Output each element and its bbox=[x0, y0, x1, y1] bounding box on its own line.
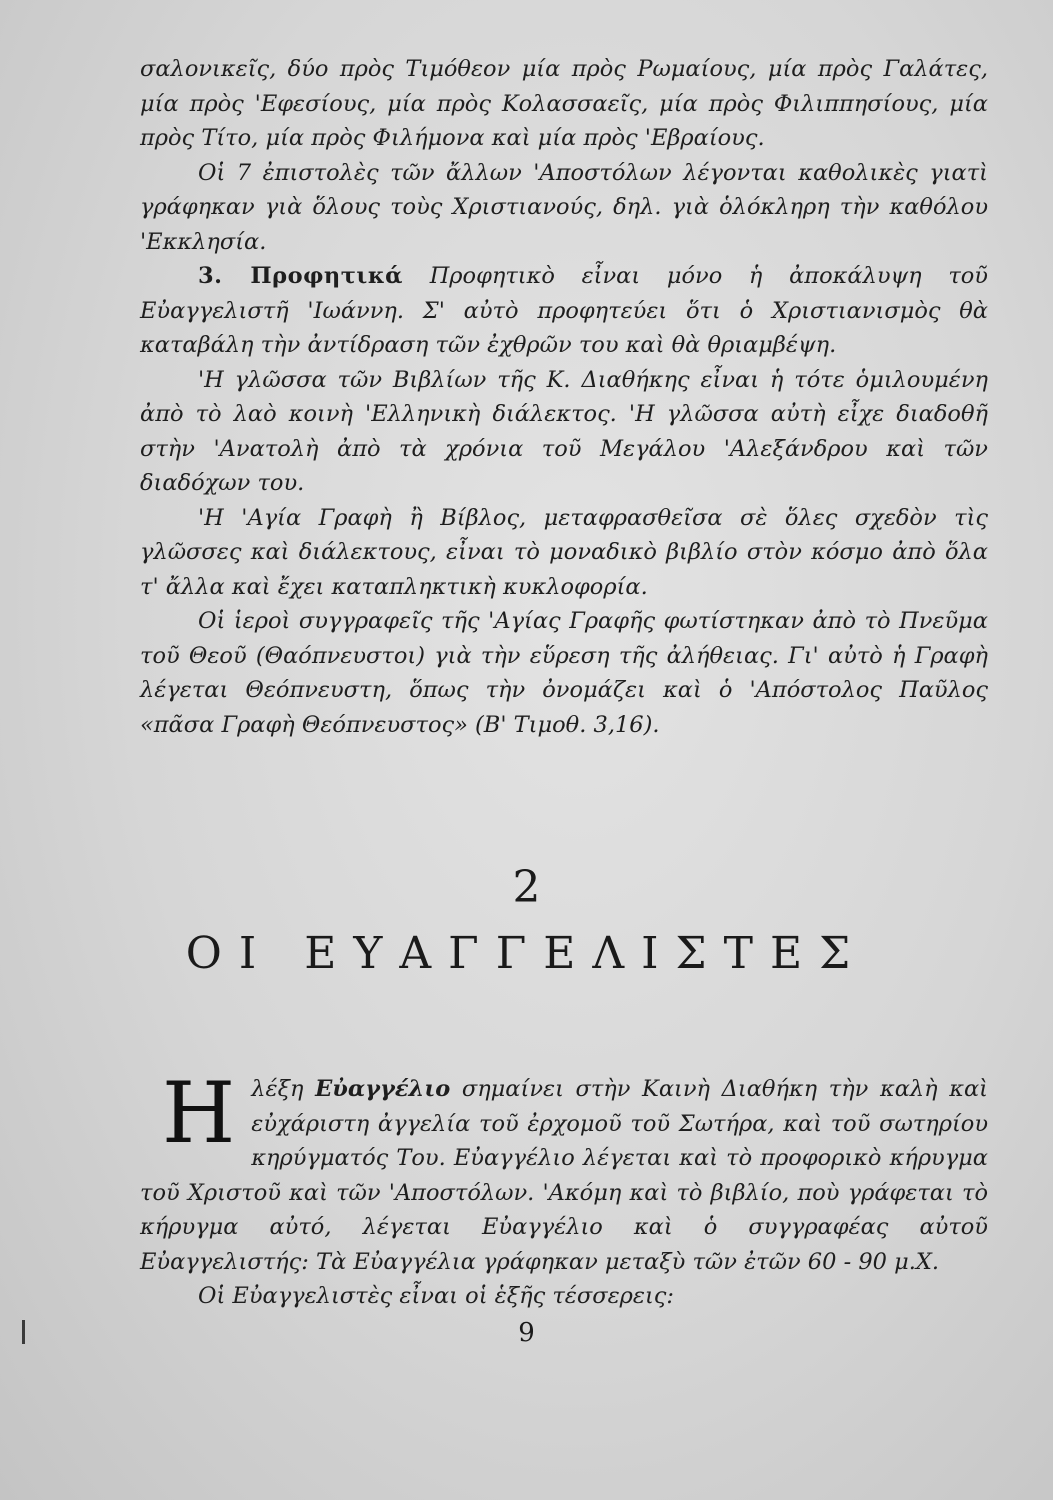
paragraph-epistles-list: σαλονικεῖς, δύο πρὸς Τιμόθεον μία πρὸς Ρωμαίους, μία πρὸς Γαλάτες, μία πρὸς 'Εφεσίους, μία πρὸς Κολασσαεῖς, μία πρὸς Φιλιππησίους, μία πρὸς Τίτο, μία πρὸς Φιλήμονα καὶ μία πρὸς 'Εβραίους. bbox=[140, 56, 988, 151]
top-text-block bbox=[140, 52, 988, 742]
prophetic-text: Προφητικὸ εἶναι μόνο ἡ ἀποκάλυψη τοῦ Εὐαγγελιστῆ 'Ιωάννη. Σ' αὐτὸ προφητεύει ὅτι ὁ Χριστιανισμὸς θὰ καταβάλη τὴν ἀντίδραση τῶν ἐχθρῶν του καὶ θὰ θριαμβέψη. bbox=[140, 263, 988, 358]
page-number: 9 bbox=[518, 1318, 535, 1348]
margin-mark bbox=[22, 1320, 25, 1344]
section-heading-prophetic: 3. Προφητικά bbox=[198, 263, 403, 289]
paragraph-inspiration: Οἱ ἱεροὶ συγγραφεῖς τῆς 'Αγίας Γραφῆς φωτίστηκαν ἀπὸ τὸ Πνεῦμα τοῦ Θεοῦ (Θαόπνευστοι) γιὰ τὴν εὕρεση τῆς ἀλήθειας. Γι' αὐτὸ ἡ Γραφὴ λέγεται Θεόπνευστη, ὅπως τὴν ὀνομάζει καὶ ὁ 'Απόστολος Παῦλος «πᾶσα Γραφὴ Θεόπνευστος» (Β' Τιμοθ. 3,16). bbox=[140, 608, 988, 738]
paragraph-language: 'Η γλῶσσα τῶν Βιβλίων τῆς Κ. Διαθήκης εἶναι ἡ τότε ὁμιλουμένη ἀπὸ τὸ λαὸ κοινὴ 'Ελληνικὴ διάλεκτος. 'Η γλῶσσα αὐτὴ εἶχε διαδοθῆ στὴν 'Ανατολὴ ἀπὸ τὰ χρόνια τοῦ Μεγάλου 'Αλεξάνδρου καὶ τῶν διαδόχων του. bbox=[140, 366, 988, 496]
paragraph-gospel-meaning bbox=[140, 1064, 989, 1279]
paragraph-prophetic bbox=[140, 259, 988, 363]
paragraph-four-evangelists: Οἱ Εὐαγγελιστὲς εἶναι οἱ ἑξῆς τέσσερεις: bbox=[198, 1283, 674, 1309]
bold-term-gospel: Εὐαγγέλιο bbox=[315, 1076, 451, 1102]
chapter-number: 2 bbox=[512, 862, 541, 913]
bottom-text-block bbox=[140, 1064, 989, 1314]
paragraph-bible-translations: 'Η 'Αγία Γραφὴ ἢ Βίβλος, μεταφρασθεῖσα σὲ ὅλες σχεδὸν τὶς γλῶσσες καὶ διάλεκτους, εἶναι τὸ μοναδικὸ βιβλίο στὸν κόσμο ἀπὸ ὅλα τ' ἄλλα καὶ ἔχει καταπληκτικὴ κυκλοφορία. bbox=[140, 504, 988, 600]
gospel-meaning-text: σημαίνει στὴν Καινὴ Διαθήκη τὴν καλὴ καὶ εὐχάριστη ἀγγελία τοῦ ἐρχομοῦ τοῦ Σωτήρα, καὶ τοῦ σωτηρίου κηρύγματός Του. Εὐαγγέλιο λέγεται καὶ τὸ προφορικὸ κήρυγμα τοῦ Χριστοῦ καὶ τῶν 'Αποστόλων. 'Ακόμη καὶ τὸ βιβλίο, ποὺ γράφεται τὸ κήρυγμα αὐτό, λέγεται Εὐαγγέλιο καὶ ὁ συγγραφέας αὐτοῦ Εὐαγγελιστής: Τὰ Εὐαγγέλια γράφηκαν μεταξὺ τῶν ἐτῶν 60 - 90 μ.Χ. bbox=[140, 1076, 989, 1275]
intro-lead: λέξη bbox=[251, 1076, 304, 1102]
drop-cap: Η bbox=[162, 1064, 236, 1162]
chapter-title: ΟΙ ΕΥΑΓΓΕΛΙΣΤΕΣ bbox=[185, 928, 868, 979]
paragraph-catholic-epistles: Οἱ 7 ἐπιστολὲς τῶν ἄλλων 'Αποστόλων λέγονται καθολικὲς γιατὶ γράφηκαν γιὰ ὅλους τοὺς Χριστιανούς, δηλ. γιὰ ὁλόκληρη τὴν καθόλου 'Εκκλησία. bbox=[140, 159, 988, 255]
